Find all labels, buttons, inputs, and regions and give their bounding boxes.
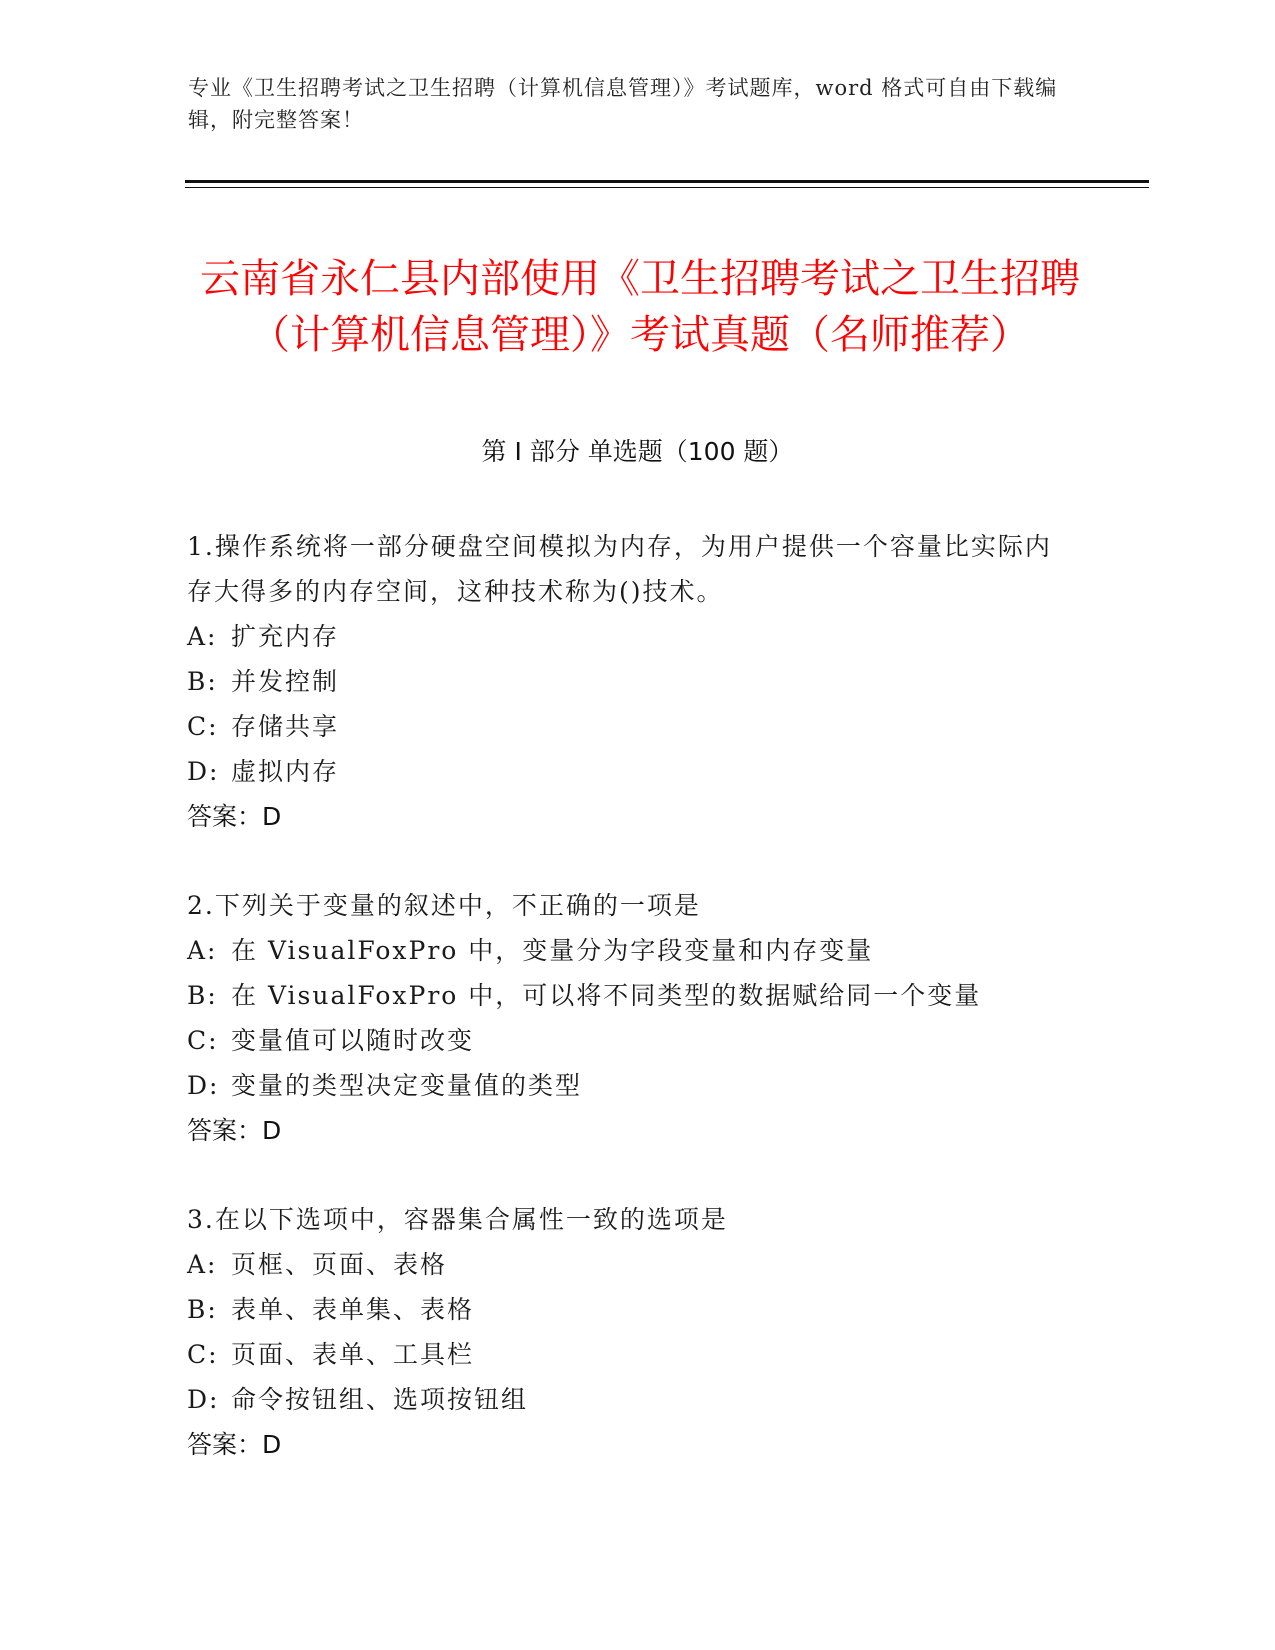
option-key: C: — [187, 1026, 219, 1055]
question-3 — [187, 1197, 1067, 1467]
option-text: 扩充内存 — [231, 622, 340, 651]
option-key: C: — [187, 712, 219, 741]
option-c — [187, 1018, 1067, 1063]
header-rule-thin — [185, 187, 1149, 188]
option-key: A: — [187, 622, 218, 651]
question-stem: 1.操作系统将一部分硬盘空间模拟为内存，为用户提供一个容量比实际内存大得多的内存空间，这种技术称为()技术。 — [187, 532, 1052, 606]
option-d — [187, 749, 1067, 794]
option-text: 并发控制 — [231, 667, 340, 696]
option-text: 页面、表单、工具栏 — [231, 1340, 475, 1369]
option-a — [187, 1242, 1067, 1287]
option-key: B: — [187, 981, 218, 1010]
option-text: 虚拟内存 — [231, 757, 340, 786]
question-1 — [187, 524, 1067, 839]
option-a — [187, 614, 1067, 659]
header-rule-thick — [185, 180, 1149, 183]
option-key: D: — [187, 1071, 220, 1100]
option-key: D: — [187, 757, 220, 786]
option-c — [187, 704, 1067, 749]
option-key: B: — [187, 667, 218, 696]
option-text: 命令按钮组、选项按钮组 — [231, 1385, 529, 1414]
answer-line: 答案：D — [187, 1116, 282, 1145]
question-list — [187, 524, 1067, 1511]
document-title: 云南省永仁县内部使用《卫生招聘考试之卫生招聘（计算机信息管理）》考试真题（名师推荐） — [200, 255, 1080, 358]
header-note: 专业《卫生招聘考试之卫生招聘（计算机信息管理）》考试题库，word 格式可自由下载编辑，附完整答案！ — [188, 76, 1058, 132]
option-text: 存储共享 — [231, 712, 340, 741]
option-text: 页框、页面、表格 — [231, 1250, 448, 1279]
option-text: 在 VisualFoxPro 中，变量分为字段变量和内存变量 — [231, 936, 874, 965]
option-b — [187, 659, 1067, 704]
question-2 — [187, 883, 1067, 1153]
option-b — [187, 973, 1067, 1018]
option-c — [187, 1332, 1067, 1377]
option-key: D: — [187, 1385, 220, 1414]
option-a — [187, 928, 1067, 973]
option-key: A: — [187, 936, 218, 965]
answer-line: 答案：D — [187, 802, 282, 831]
option-text: 变量的类型决定变量值的类型 — [231, 1071, 583, 1100]
section-heading: 第 I 部分 单选题（100 题） — [481, 437, 794, 466]
option-b — [187, 1287, 1067, 1332]
option-text: 表单、表单集、表格 — [231, 1295, 475, 1324]
question-stem: 3.在以下选项中，容器集合属性一致的选项是 — [187, 1205, 728, 1234]
answer-line: 答案：D — [187, 1430, 282, 1459]
option-d — [187, 1377, 1067, 1422]
option-key: A: — [187, 1250, 218, 1279]
option-text: 变量值可以随时改变 — [231, 1026, 475, 1055]
option-key: C: — [187, 1340, 219, 1369]
option-text: 在 VisualFoxPro 中，可以将不同类型的数据赋给同一个变量 — [231, 981, 982, 1010]
option-d — [187, 1063, 1067, 1108]
option-key: B: — [187, 1295, 218, 1324]
question-stem: 2.下列关于变量的叙述中，不正确的一项是 — [187, 891, 701, 920]
